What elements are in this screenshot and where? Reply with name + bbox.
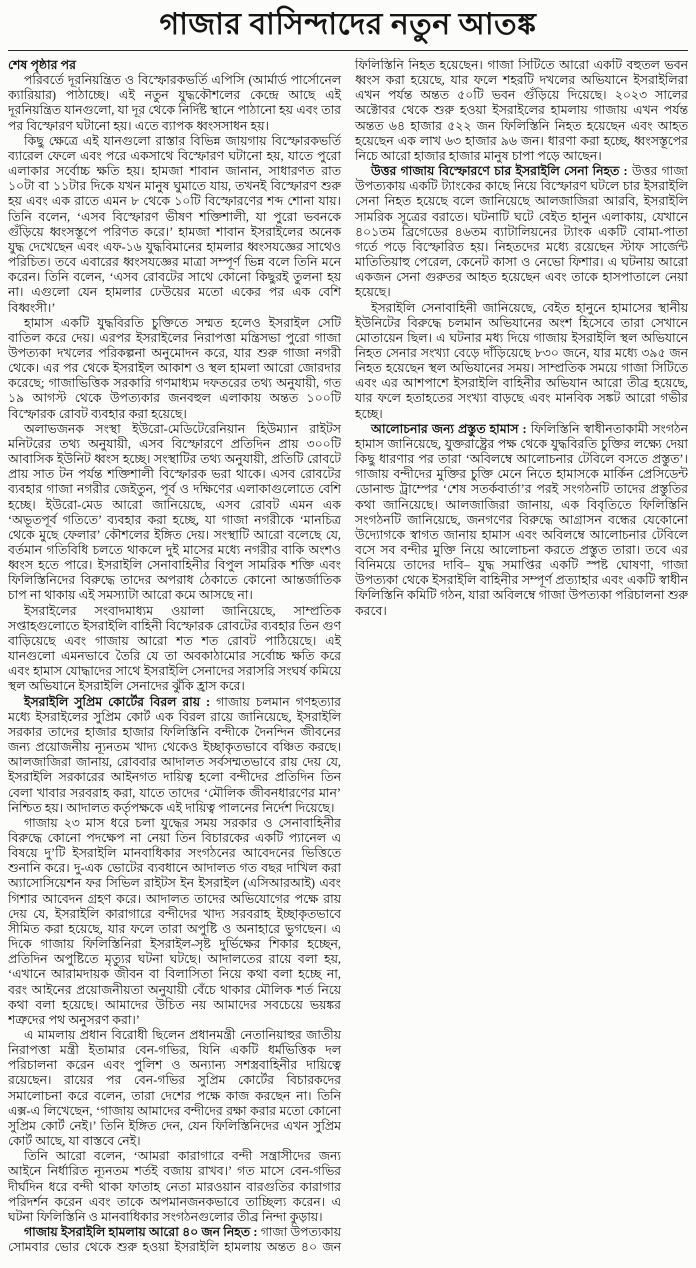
paragraph: [355, 422, 688, 619]
article-body: [8, 58, 688, 1262]
section-subheading: উত্তর গাজায় বিস্ফোরণে চার ইসরাইলি সেনা নিহত :: [371, 164, 632, 179]
paragraph-text: গাজা উপত্যকায় সোমবার ভোর থেকে শুরু হওয়া ইসরাইলি হামলায় অন্তত ৪০ জন ফিলিস্তিনি নিহত হয়েছেন। গাজা সিটিতে আরো একটি বহুতল ভবন ধ্বংস করা হয়েছে, যার ফলে শহরটি দখলের অভিযানে ইসরাইলিরা এখন পর্যন্ত অন্তত ৫০টি ভবন গুঁড়িয়ে দিয়েছে। ২০২৩ সালের অক্টোবর থেকে শুরু হওয়া ইসরাইলের হামলায় গাজায় এখন পর্যন্ত অন্তত ৬৪ হাজার ৫২২ জন ফিলিস্তিনি নিহত হয়েছেন এবং আহত হয়েছেন এক লাখ ৬৩ হাজার ৯৬ জন। ধারণা করা হচ্ছে, ধ্বংসস্তূপের নিচে আরো হাজার হাজার মানুষ চাপা পড়ে আছেন।: [8, 58, 688, 1255]
paragraph-text: অলাভজনক সংস্থা ইউরো-মেডিটেরেনিয়ান হিউম্যান রাইটস মনিটরের তথ্য অনুযায়ী, এসব বিস্ফোরণে প্রতিদিন প্রায় ৩০০টি আবাসিক ইউনিট ধ্বংস হচ্ছে। সংস্থাটির তথ্য অনুযায়ী, প্রতিটি রোবটে প্রায় সাত টন পর্যন্ত শক্তিশালী বিস্ফোরক ভরা থাকে। এসব রোবটের ব্যবহার গাজা নগরীর জেইতুন, পূর্ব ও দক্ষিণের এলাকাগুলোতে বেশি হচ্ছে। ইউরো-মেড আরো জানিয়েছে, এসব রোবট এমন এক ‘অভূতপূর্ব গতিতে’ ব্যবহার করা হচ্ছে, যা গাজা নগরীকে ‘মানচিত্র থেকে মুছে ফেলার’ কৌশলের ইঙ্গিত দেয়। সংস্থাটি আরো বলেছে যে, বর্তমান গতিবিধি চলতে থাকলে দুই মাসের মধ্যে নগরীর বাকি অংশও ধ্বংস হতে পারে। ইসরাইলি সেনাবাহিনীর বিপুল সামরিক শক্তি এবং ফিলিস্তিনিদের বিরুদ্ধে তাদের অপরাধ ঠেকাতে কোনো আন্তর্জাতিক চাপ না থাকায় এই সমস্যাটা আরো কমে আসছে না।: [8, 421, 341, 603]
paragraph: [8, 604, 341, 695]
paragraph-text: ইসরাইলি সেনাবাহিনী জানিয়েছে, বেইত হানুনে হামাসের স্থানীয় ইউনিটের বিরুদ্ধে চলমান অভিযানের অংশ হিসেবে তারা সেখানে মোতায়েন ছিল। এ ঘটনার মধ্য দিয়ে গাজায় ইসরাইলি স্থল অভিযানে নিহত সেনার সংখ্যা বেড়ে দাঁড়িয়েছে ৮৩০ জনে, যার মধ্যে ৩৯৫ জন নিহত হয়েছেন স্থল অভিযানের সময়। সাম্প্রতিক সময়ে গাজা সিটিতে এবং এর আশপাশে ইসরাইলি বাহিনীর অভিযান আরো তীব্র হয়েছে, যার ফলে হতাহতের সংখ্যা বাড়ছে এবং মানবিক সঙ্কট আরো গভীর হচ্ছে।: [355, 300, 688, 421]
paragraph: [8, 422, 341, 604]
paragraph-text: পরিবর্তে দূরনিয়ন্ত্রিত ও বিস্ফোরকভর্তি এপিসি (আর্মার্ড পার্সোনেল ক্যারিয়ার) পাঠাচ্ছে। এই নতুন যুদ্ধকৌশলের কেন্দ্রে আছে এই দূরনিয়ন্ত্রিত যানগুলো, যা দূর থেকে নির্দিষ্ট স্থানে পাঠানো হয় এবং তার পর বিস্ফোরণ ঘটানো হয়। এতে ব্যাপক ধ্বংসসাধন হয়।: [8, 73, 341, 133]
section-subheading: গাজায় ইসরাইলি হামলায় আরো ৪০ জন নিহত :: [24, 1225, 261, 1240]
paragraph: [8, 134, 341, 316]
paragraph: [8, 1149, 341, 1225]
paragraph: [355, 301, 688, 422]
paragraph: [8, 316, 341, 422]
paragraph: [8, 695, 341, 816]
paragraph: [355, 164, 688, 300]
paragraph-text: হামাস একটি যুদ্ধবিরতি চুক্তিতে সম্মত হলেও ইসরাইল সেটি বাতিল করে দেয়। এরপর ইসরাইলের নিরাপত্তা মন্ত্রিসভা পুরো গাজা উপত্যকা দখলের পরিকল্পনা অনুমোদন করে, যার শুরু গাজা নগরী থেকে। এর পর থেকে ইসরাইল আকাশ ও স্থল হামলা আরো জোরদার করেছে; গাজাভিত্তিক সরকারি গণমাধ্যম দফতরের তথ্য অনুযায়ী, গত ১৯ আগস্ট থেকে উপত্যকার জনবহুল এলাকায় অন্তত ১০০টি বিস্ফোরক রোবট ব্যবহার করা হয়েছে।: [8, 315, 341, 421]
continuation-note: শেষ পৃষ্ঠার পর: [8, 58, 76, 72]
paragraph: [8, 73, 341, 134]
section-subheading: আলোচনার জন্য প্রস্তুত হামাস :: [371, 421, 531, 436]
article-headline: গাজার বাসিন্দাদের নতুন আতঙ্ক: [159, 8, 537, 41]
paragraph-text: গাজায় ২৩ মাস ধরে চলা যুদ্ধের সময় সরকার ও সেনাবাহিনীর বিরুদ্ধে কোনো পদক্ষেপ না নেয়া তিন বিচারকের একটি প্যানেল এ বিষয়ে দু’টি ইসরাইলি মানবাধিকার সংগঠনের আবেদনের ভিত্তিতে শুনানি করে। দু-এক ভোটের ব্যবধানে আদালত গত বছর দাখিল করা অ্যাসোসিয়েশন ফর সিভিল রাইটস ইন ইসরাইল (এসিআরআই) এবং গিশার আবেদন গ্রহণ করে। আদালত তাদের অভিযোগের পক্ষে রায় দেয় যে, ইসরাইলি কারাগারে বন্দীদের খাদ্য সরবরাহ ইচ্ছাকৃতভাবে সীমিত করা হয়েছে, যার ফলে তারা অপুষ্টি ও অনাহারে ভুগছেন। এ দিকে গাজায় ফিলিস্তিনিরা ইসরাইল-সৃষ্ট দুর্ভিক্ষের শিকার হচ্ছেন, প্রতিদিন অপুষ্টিতে মৃত্যুর ঘটনা ঘটছে। আদালতের রায়ে বলা হয়, ‘এখানে আরামদায়ক জীবন বা বিলাসিতা নিয়ে কথা বলা হচ্ছে না, বরং আইনের প্রয়োজনীয়তা অনুযায়ী বেঁচে থাকার মৌলিক শর্ত নিয়ে কথা বলা হয়েছে। আমাদের উচিত নয় আমাদের সবচেয়ে ভয়ঙ্কর শত্রুদের পথ অনুসরণ করা।’: [8, 815, 341, 1027]
headline-divider: [8, 50, 688, 51]
paragraph: [8, 1028, 341, 1149]
paragraph-text: ইসরাইলের সংবাদমাধ্যম ওয়ালা জানিয়েছে, সাম্প্রতিক সপ্তাহগুলোতে ইসরাইলি বাহিনী বিস্ফোরক রোবটের ব্যবহার তিন গুণ বাড়িয়েছে এবং গাজায় আরো শত শত রোবট পাঠিয়েছে। এই যানগুলো এমনভাবে তৈরি যে তা অবকাঠামোর সর্বোচ্চ ক্ষতি করে এবং হামাস যোদ্ধাদের সাথে ইসরাইলি সেনাদের সরাসরি সংঘর্ষ কমিয়ে স্থল অভিযানে ইসরাইলি সেনাদের ঝুঁকি হ্রাস করে।: [8, 603, 341, 694]
section-subheading: ইসরাইলি সুপ্রিম কোর্টের বিরল রায় :: [24, 694, 217, 709]
paragraph-text: উত্তর গাজা উপত্যকায় একটি ট্যাংকের কাছে নিয়ে বিস্ফোরণ ঘটলে চার ইসরাইলি সেনা নিহত হয়েছে বলে জানিয়েছে আলজাজিরা আরবি, ইসরাইলি সামরিক সূত্রের বরাতে। ঘটনাটি ঘটে বেইত হানুন এলাকায়, যেখানে ৪০১তম ব্রিগেডের ৪৬তম ব্যাটালিয়নের ট্যাংক একটি বোমা-পাতা গর্তে পড়ে বিস্ফোরিত হয়। নিহতদের মধ্যে রয়েছেন স্টাফ সার্জেন্ট মাতিতিয়াহু পেরেল, কেনেট কাসা ও নেভো ফিশার। এ ঘটনায় আরো একজন সেনা গুরুতর আহত হয়েছেন এবং তাকে হাসপাতালে নেয়া হয়েছে।: [355, 164, 688, 300]
paragraph-text: ফিলিস্তিনি স্বাধীনতাকামী সংগঠন হামাস জানিয়েছে, যুক্তরাষ্ট্রের পক্ষ থেকে যুদ্ধবিরতি চুক্তির লক্ষ্যে দেয়া কিছু ধারণার পর তারা ‘অবিলম্বে আলোচনার টেবিলে বসতে প্রস্তুত’। গাজায় বন্দীদের মুক্তির চুক্তি মেনে নিতে হামাসকে মার্কিন প্রেসিডেন্ট ডোনাল্ড ট্রাম্পের ‘শেষ সতর্কবার্তা’র পরই সংগঠনটি তাদের প্রস্তুতির কথা জানিয়েছে। আলজাজিরা জানায়, এক বিবৃতিতে ফিলিস্তিনি সংগঠনটি জানিয়েছে, জনগণের বিরুদ্ধে আগ্রাসন বন্ধের যেকোনো উদ্যোগকে স্বাগত জানায় হামাস এবং অবিলম্বে আলোচনার টেবিলে বসে সব বন্দীর মুক্তি নিয়ে আলোচনা করতে প্রস্তুত তারা। তবে এর বিনিময়ে তাদের দাবি– যুদ্ধ সমাপ্তির একটি স্পষ্ট ঘোষণা, গাজা উপত্যকা থেকে ইসরাইলি বাহিনীর সম্পূর্ণ প্রত্যাহার এবং একটি স্বাধীন ফিলিস্তিনি কমিটি গঠন, যারা অবিলম্বে গাজা উপত্যকা পরিচালনা শুরু করবে।: [355, 421, 688, 618]
paragraph-text: কিছু ক্ষেত্রে এই যানগুলো রাস্তার বিভিন্ন জায়গায় বিস্ফোরকভর্তি ব্যারেল ফেলে এবং পরে একসাথে বিস্ফোরণ ঘটানো হয়, যাতে পুরো এলাকার সর্বোচ্চ ক্ষতি হয়। হামজা শাবান জানান, সাধারণত রাত ১০টা বা ১১টার দিকে যখন মানুষ ঘুমাতে যায়, তখনই বিস্ফোরণ শুরু হয় এবং এক রাতে এমন ৮ থেকে ১০টি বিস্ফোরণের শব্দ শোনা যায়। তিনি বলেন, ‘এসব বিস্ফোরণ ভীষণ শক্তিশালী, যা পুরো ভবনকে গুঁড়িয়ে ধ্বংসস্তূপে পরিণত করে।’ হামজা শাবান ইসরাইলের অনেক যুদ্ধ দেখেছেন এবং এফ-১৬ যুদ্ধবিমানের হামলার ধ্বংসযজ্ঞের সাথেও পরিচিত। তবে এবারের ধ্বংসযজ্ঞের মাত্রা সম্পূর্ণ ভিন্ন বলে তিনি মনে করেন। তিনি বলেন, ‘এসব রোবটের সাথে কোনো কিছুরই তুলনা হয় না। এগুলো যেন হামলার ঢেউয়ের মতো একের পর এক বেশি বিধ্বংসী।’: [8, 133, 341, 315]
paragraph-text: গাজায় চলমান গণহত্যার মধ্যে ইসরাইলের সুপ্রিম কোর্ট এক বিরল রায়ে জানিয়েছে, ইসরাইলি সরকার তাদের হাজার হাজার ফিলিস্তিনি বন্দীকে দৈনন্দিন জীবনের জন্য প্রয়োজনীয় ন্যূনতম খাদ্য থেকেও ইচ্ছাকৃতভাবে বঞ্চিত করছে। আলজাজিরা জানায়, রোববার আদালত সর্বসম্মতভাবে রায় দেয় যে, ইসরাইলি সরকারের আইনগত দায়িত্ব হলো বন্দীদের প্রতিদিন তিন বেলা খাবার সরবরাহ করা, যাতে তাদের ‘মৌলিক জীবনধারণের মান’ নিশ্চিত হয়। আদালত কর্তৃপক্ষকে এই দায়িত্ব পালনের নির্দেশ দিয়েছে।: [8, 694, 341, 815]
paragraph-text: এ মামলায় প্রধান বিরোধী ছিলেন প্রধানমন্ত্রী নেতানিয়াহুর জাতীয় নিরাপত্তা মন্ত্রী ইতামার বেন-গভির, যিনি একটি ধর্মভিত্তিক দল পরিচালনা করেন এবং পুলিশ ও অন্যান্য সশস্ত্রবাহিনীর দায়িত্বে রয়েছেন। রায়ের পর বেন-গভির সুপ্রিম কোর্টের বিচারকদের সমালোচনা করে বলেন, তারা দেশের পক্ষে কাজ করছেন না। তিনি এক্স-এ লিখেছেন, ‘গাজায় আমাদের বন্দীদের রক্ষা করার মতো কোনো সুপ্রিম কোর্ট নেই।’ তিনি ইঙ্গিত দেন, যেন ফিলিস্তিনিদের এখন সুপ্রিম কোর্ট আছে, যা বাস্তবে নেই।: [8, 1028, 341, 1149]
paragraph: [8, 816, 341, 1028]
paragraph-text: তিনি আরো বলেন, ‘আমরা কারাগারে বন্দী সন্ত্রাসীদের জন্য আইনে নির্ধারিত ন্যূনতম শর্তই বজায় রাখব।’ গত মাসে বেন-গভির দীর্ঘদিন ধরে বন্দী থাকা ফাতাহ নেতা মারওয়ান বারগুতির কারাগার পরিদর্শন করেন এবং তাকে অপমানজনকভাবে তাচ্ছিল্য করেন। এ ঘটনা ফিলিস্তিনি ও মানবাধিকার সংগঠনগুলোর তীব্র নিন্দা কুড়ায়।: [8, 1149, 341, 1224]
